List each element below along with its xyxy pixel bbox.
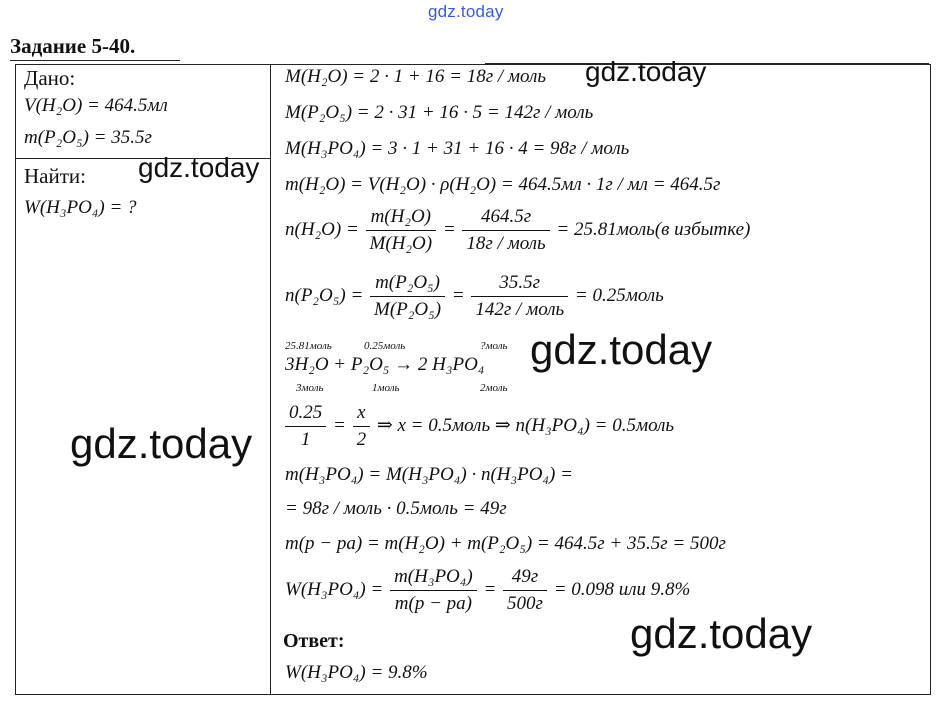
moles-p2o5-fraction-1 <box>370 272 445 321</box>
fraction-numerator: 0.25 <box>285 402 326 427</box>
moles-water-lhs: n(H₂O) = <box>285 218 359 240</box>
watermark-top: gdz.today <box>428 2 504 21</box>
mass-h3po4-value: = 98г / моль · 0.5моль = 49г <box>285 498 507 519</box>
eq-coef-h3po4: 2моль <box>480 382 508 394</box>
mass-solution: m(p − pa) = m(H₂O) + m(P₂O₅) = 464.5г + 35.5г = 500г <box>285 533 726 554</box>
equals-sign: = <box>451 284 465 306</box>
molar-mass-water: M(H₂O) = 2 · 1 + 16 = 18г / моль <box>285 66 547 87</box>
equals-sign: = <box>333 414 346 436</box>
proportion-fraction-1 <box>285 402 326 451</box>
molar-mass-p2o5: M(P₂O₅) = 2 · 31 + 16 · 5 = 142г / моль <box>285 102 594 123</box>
fraction-numerator: m(H₃PO₄) <box>390 566 477 591</box>
watermark: gdz.today <box>70 420 253 467</box>
eq-amount-p2o5: 0.25моль <box>364 340 406 352</box>
fraction-numerator: 35.5г <box>471 272 568 297</box>
equals-sign: = <box>483 578 497 600</box>
answer-value: W(H₃PO₄) = 9.8% <box>285 662 428 683</box>
watermark-underline <box>485 63 929 64</box>
watermark: gdz.today <box>630 610 813 657</box>
proportion <box>283 402 674 451</box>
mass-fraction-lhs: W(H₃PO₄) = <box>285 578 384 600</box>
moles-water-result: = 25.81моль(в избытке) <box>556 218 751 240</box>
given-label: Дано: <box>24 66 76 90</box>
fraction-denominator: M(H₂O) <box>369 233 433 254</box>
title-underline <box>10 60 180 61</box>
fraction-denominator: M(P₂O₅) <box>374 299 442 320</box>
fraction-numerator: x <box>353 402 371 427</box>
mass-fraction-fraction-2 <box>503 566 547 615</box>
eq-amount-water: 25.81моль <box>285 340 332 352</box>
fraction-denominator: 2 <box>356 429 367 450</box>
fraction-denominator: 1 <box>300 429 311 450</box>
find-label: Найти: <box>24 164 86 188</box>
fraction-denominator: 500г <box>507 593 543 614</box>
moles-water-fraction-1 <box>366 206 437 255</box>
watermark: gdz.today <box>138 152 260 183</box>
moles-water-fraction-2 <box>462 206 549 255</box>
watermark: gdz.today <box>530 326 713 373</box>
mass-fraction-fraction-1 <box>390 566 477 615</box>
task-title: Задание 5-40. <box>10 34 136 58</box>
eq-amount-h3po4: ?моль <box>480 340 508 352</box>
equals-sign: = <box>442 218 456 240</box>
reaction-equation: 3H₂O + P₂O₅ → 2 H₃PO₄ <box>285 354 485 375</box>
moles-p2o5-fraction-2 <box>471 272 568 321</box>
fraction-denominator: 18г / моль <box>466 233 546 254</box>
mass-fraction-result: = 0.098 или 9.8% <box>553 578 691 600</box>
proportion-fraction-2 <box>353 402 371 451</box>
mass-fraction-h3po4 <box>285 566 690 615</box>
moles-p2o5 <box>285 272 664 321</box>
fraction-numerator: m(H₂O) <box>366 206 437 231</box>
mass-water: m(H₂O) = V(H₂O) · ρ(H₂O) = 464.5мл · 1г / мл = 464.5г <box>285 174 721 195</box>
given-volume-water: V(H₂O) = 464.5мл <box>24 95 168 116</box>
fraction-denominator: m(p − pa) <box>394 593 472 614</box>
eq-coef-p2o5: 1моль <box>372 382 400 394</box>
fraction-numerator: 464.5г <box>462 206 549 231</box>
fraction-numerator: m(P₂O₅) <box>370 272 445 297</box>
given-mass-p2o5: m(P₂O₅) = 35.5г <box>24 127 152 148</box>
proportion-result: ⇒ x = 0.5моль ⇒ n(H₃PO₄) = 0.5моль <box>376 414 675 436</box>
molar-mass-h3po4: M(H₃PO₄) = 3 · 1 + 31 + 16 · 4 = 98г / моль <box>285 138 630 159</box>
moles-water <box>285 206 750 255</box>
fraction-numerator: 49г <box>503 566 547 591</box>
answer-label: Ответ: <box>283 630 345 652</box>
watermark: gdz.today <box>585 56 707 87</box>
fraction-denominator: 142г / моль <box>475 299 565 320</box>
moles-p2o5-lhs: n(P₂O₅) = <box>285 284 364 306</box>
find-mass-fraction: W(H₃PO₄) = ? <box>24 197 137 218</box>
eq-coef-water: 3моль <box>296 382 324 394</box>
moles-p2o5-result: = 0.25моль <box>574 284 664 306</box>
mass-h3po4-formula: m(H₃PO₄) = M(H₃PO₄) · n(H₃PO₄) = <box>285 464 573 485</box>
